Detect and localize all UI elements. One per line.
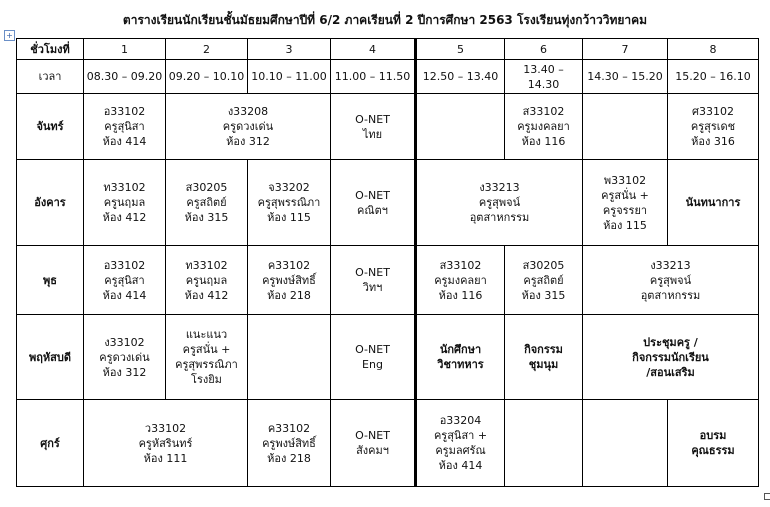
class-line: ครูพงษ์สิทธิ์ xyxy=(262,273,316,287)
period-number: 2 xyxy=(166,39,248,60)
class-line: ห้อง 412 xyxy=(184,288,229,302)
class-line: ท33102 xyxy=(185,258,228,272)
class-line: ประชุมครู / xyxy=(643,335,698,349)
class-line: อุตสาหกรรม xyxy=(640,288,701,302)
class-line: ห้อง 312 xyxy=(226,135,270,148)
day-label: จันทร์ xyxy=(17,94,84,160)
class-line: คุณธรรม xyxy=(691,444,735,457)
class-line: อ33102 xyxy=(103,258,146,272)
class-line: กิจกรรมนักเรียน xyxy=(632,350,709,364)
time-slot: 09.20 – 10.10 xyxy=(166,60,248,94)
time-header-row xyxy=(17,60,759,94)
class-cell xyxy=(583,315,759,400)
class-line: ท33102 xyxy=(103,181,146,194)
time-slot: 14.30 – 15.20 xyxy=(583,60,668,94)
class-line: ห้อง 116 xyxy=(521,135,566,148)
class-cell xyxy=(331,400,416,487)
class-cell xyxy=(331,246,416,315)
class-line: สังคมฯ xyxy=(356,444,389,457)
class-line: ห้อง 115 xyxy=(603,218,647,232)
class-line: ห้อง 116 xyxy=(438,288,483,302)
class-line: ห้อง 414 xyxy=(102,135,147,148)
empty-cell xyxy=(583,400,668,487)
class-line: อ33102 xyxy=(103,105,146,118)
class-cell xyxy=(84,94,166,160)
class-cell xyxy=(248,160,331,246)
class-line: ครูสุพรรณิภา xyxy=(257,196,321,209)
class-cell xyxy=(331,160,416,246)
class-line: ครูพงษ์สิทธิ์ xyxy=(262,436,316,450)
document-title: ตารางเรียนนักเรียนชั้นมัธยมศึกษาปีที่ 6/2 ภาคเรียนที่ 2 ปีการศึกษา 2563 โรงเรียนทุ่งกว้าววิทยาคม xyxy=(122,13,648,27)
time-slot: 11.00 – 11.50 xyxy=(331,60,416,94)
class-line: /สอนเสริม xyxy=(646,365,695,379)
class-line: โรงยิม xyxy=(191,373,222,386)
time-slot-line: 13.40 – xyxy=(523,62,564,76)
empty-cell xyxy=(505,400,583,487)
class-line: ห้อง 111 xyxy=(143,451,188,465)
class-line: ห้อง 315 xyxy=(184,211,229,224)
period-number: 3 xyxy=(248,39,331,60)
day-row-wednesday xyxy=(17,246,759,315)
class-line: ครูสุนิสา xyxy=(104,273,145,287)
class-line: ค33102 xyxy=(267,258,311,272)
class-line: ห้อง 315 xyxy=(521,288,566,302)
class-cell xyxy=(416,160,583,246)
day-label: ศุกร์ xyxy=(17,400,84,487)
class-cell xyxy=(416,400,505,487)
class-line: ห้อง 412 xyxy=(102,211,147,224)
table-move-handle-icon[interactable]: + xyxy=(4,30,15,41)
class-line: ห้อง 316 xyxy=(691,135,735,148)
day-row-monday xyxy=(17,94,759,160)
class-line: ง33213 xyxy=(650,258,691,272)
class-line: ส33102 xyxy=(522,105,565,118)
class-line: ห้อง 218 xyxy=(267,288,311,302)
class-line: อุตสาหกรรม xyxy=(469,211,530,224)
class-cell xyxy=(331,94,416,160)
class-cell xyxy=(248,246,331,315)
time-slot-line: 14.30 xyxy=(527,77,560,91)
class-line: กิจกรรม xyxy=(524,343,563,356)
time-label: เวลา xyxy=(17,60,84,94)
class-line: ครูสุพจน์ xyxy=(478,196,521,209)
class-line: แนะแนว xyxy=(185,328,228,341)
class-cell: นันทนาการ xyxy=(668,160,759,246)
class-line: ครูจรรยา xyxy=(602,203,648,217)
class-line: ศ33102 xyxy=(692,105,734,118)
class-line: ไทย xyxy=(362,127,383,141)
class-cell xyxy=(166,315,248,400)
class-line: ครูหัสรินทร์ xyxy=(138,436,193,450)
class-line: Eng xyxy=(362,358,383,371)
class-line: ครูสุพจน์ xyxy=(649,273,692,287)
class-line: ห้อง 414 xyxy=(102,288,147,302)
class-line: ง33208 xyxy=(227,105,269,118)
period-number: 6 xyxy=(505,39,583,60)
period-number: 8 xyxy=(668,39,759,60)
class-line: คณิตฯ xyxy=(357,203,388,217)
day-row-friday xyxy=(17,400,759,487)
class-line: ห้อง 312 xyxy=(102,365,147,379)
day-label: อังคาร xyxy=(17,160,84,246)
class-line: ห้อง 218 xyxy=(267,451,311,465)
class-line: O-NET xyxy=(355,188,390,202)
time-slot: 10.10 – 11.00 xyxy=(248,60,331,94)
day-label: พุธ xyxy=(17,246,84,315)
table-resize-handle-icon[interactable] xyxy=(764,493,770,500)
class-cell xyxy=(416,246,505,315)
class-cell xyxy=(84,246,166,315)
class-cell xyxy=(84,160,166,246)
period-number: 4 xyxy=(331,39,416,60)
class-cell xyxy=(166,94,331,160)
class-line: จ33202 xyxy=(268,181,310,194)
class-cell xyxy=(416,315,505,400)
class-line: ส30205 xyxy=(522,258,565,272)
class-cell xyxy=(505,94,583,160)
class-line: ชุมนุม xyxy=(528,358,559,371)
class-line: ครูสุนิสา xyxy=(104,120,145,133)
day-row-tuesday xyxy=(17,160,759,246)
class-line: ครูมงคลยา xyxy=(434,273,487,287)
class-line: อบรม xyxy=(699,429,727,442)
empty-cell xyxy=(248,315,331,400)
class-line: ห้อง 414 xyxy=(438,459,483,472)
class-line: ครูสนั่น + xyxy=(601,188,649,202)
class-line: พ33102 xyxy=(603,173,647,187)
class-cell xyxy=(583,160,668,246)
class-line: O-NET xyxy=(355,266,390,279)
class-cell xyxy=(331,315,416,400)
class-cell xyxy=(668,400,759,487)
class-line: ครูสุรเดช xyxy=(690,120,736,133)
day-row-thursday xyxy=(17,315,759,400)
class-line: ส30205 xyxy=(185,181,228,194)
class-cell xyxy=(166,160,248,246)
empty-cell xyxy=(416,94,505,160)
class-cell xyxy=(166,246,248,315)
class-line: ครูมลศรัณ xyxy=(435,444,486,457)
class-cell xyxy=(583,246,759,315)
period-header-row xyxy=(17,39,759,60)
class-line: ว33102 xyxy=(144,421,187,435)
empty-cell xyxy=(583,94,668,160)
class-cell xyxy=(505,315,583,400)
class-cell xyxy=(84,315,166,400)
time-slot: 08.30 – 09.20 xyxy=(84,60,166,94)
class-line: วิชาทหาร xyxy=(437,358,484,371)
class-line: ครูดวงเด่น xyxy=(99,350,150,364)
class-line: ส33102 xyxy=(439,258,482,272)
period-label: ชั่วโมงที่ xyxy=(17,39,84,60)
class-line: ครูนฤมล xyxy=(185,273,228,287)
class-line: O-NET xyxy=(355,112,390,126)
class-line: ครูสนั่น + xyxy=(182,343,231,356)
class-cell xyxy=(668,94,759,160)
class-line: อ33204 xyxy=(439,414,482,427)
class-line: ครูสุนิสา + xyxy=(433,429,488,442)
class-line: ครูดวงเด่น xyxy=(222,120,274,133)
class-line: ห้อง 115 xyxy=(267,211,311,224)
period-number: 1 xyxy=(84,39,166,60)
class-cell xyxy=(505,246,583,315)
time-slot: 15.20 – 16.10 xyxy=(668,60,759,94)
class-line: ครูสุพรรณิภา xyxy=(175,358,238,371)
class-line: วิทฯ xyxy=(362,281,383,294)
class-line: ครูมงคลยา xyxy=(517,120,570,133)
class-line: ง33213 xyxy=(479,181,520,194)
class-line: ง33102 xyxy=(104,335,145,349)
class-line: O-NET xyxy=(355,343,390,356)
class-cell xyxy=(84,400,248,487)
class-line: ครูสถิตย์ xyxy=(523,273,564,287)
day-label: พฤหัสบดี xyxy=(17,315,84,400)
time-slot: 12.50 – 13.40 xyxy=(416,60,505,94)
time-slot xyxy=(505,60,583,94)
period-number: 5 xyxy=(416,39,505,60)
class-line: นักศึกษา xyxy=(439,343,482,356)
class-line: ครูนฤมล xyxy=(103,196,146,209)
class-cell xyxy=(248,400,331,487)
class-line: ครูสถิตย์ xyxy=(186,196,227,209)
timetable xyxy=(16,38,759,487)
period-number: 7 xyxy=(583,39,668,60)
class-line: ค33102 xyxy=(267,421,311,435)
class-line: O-NET xyxy=(355,429,390,442)
